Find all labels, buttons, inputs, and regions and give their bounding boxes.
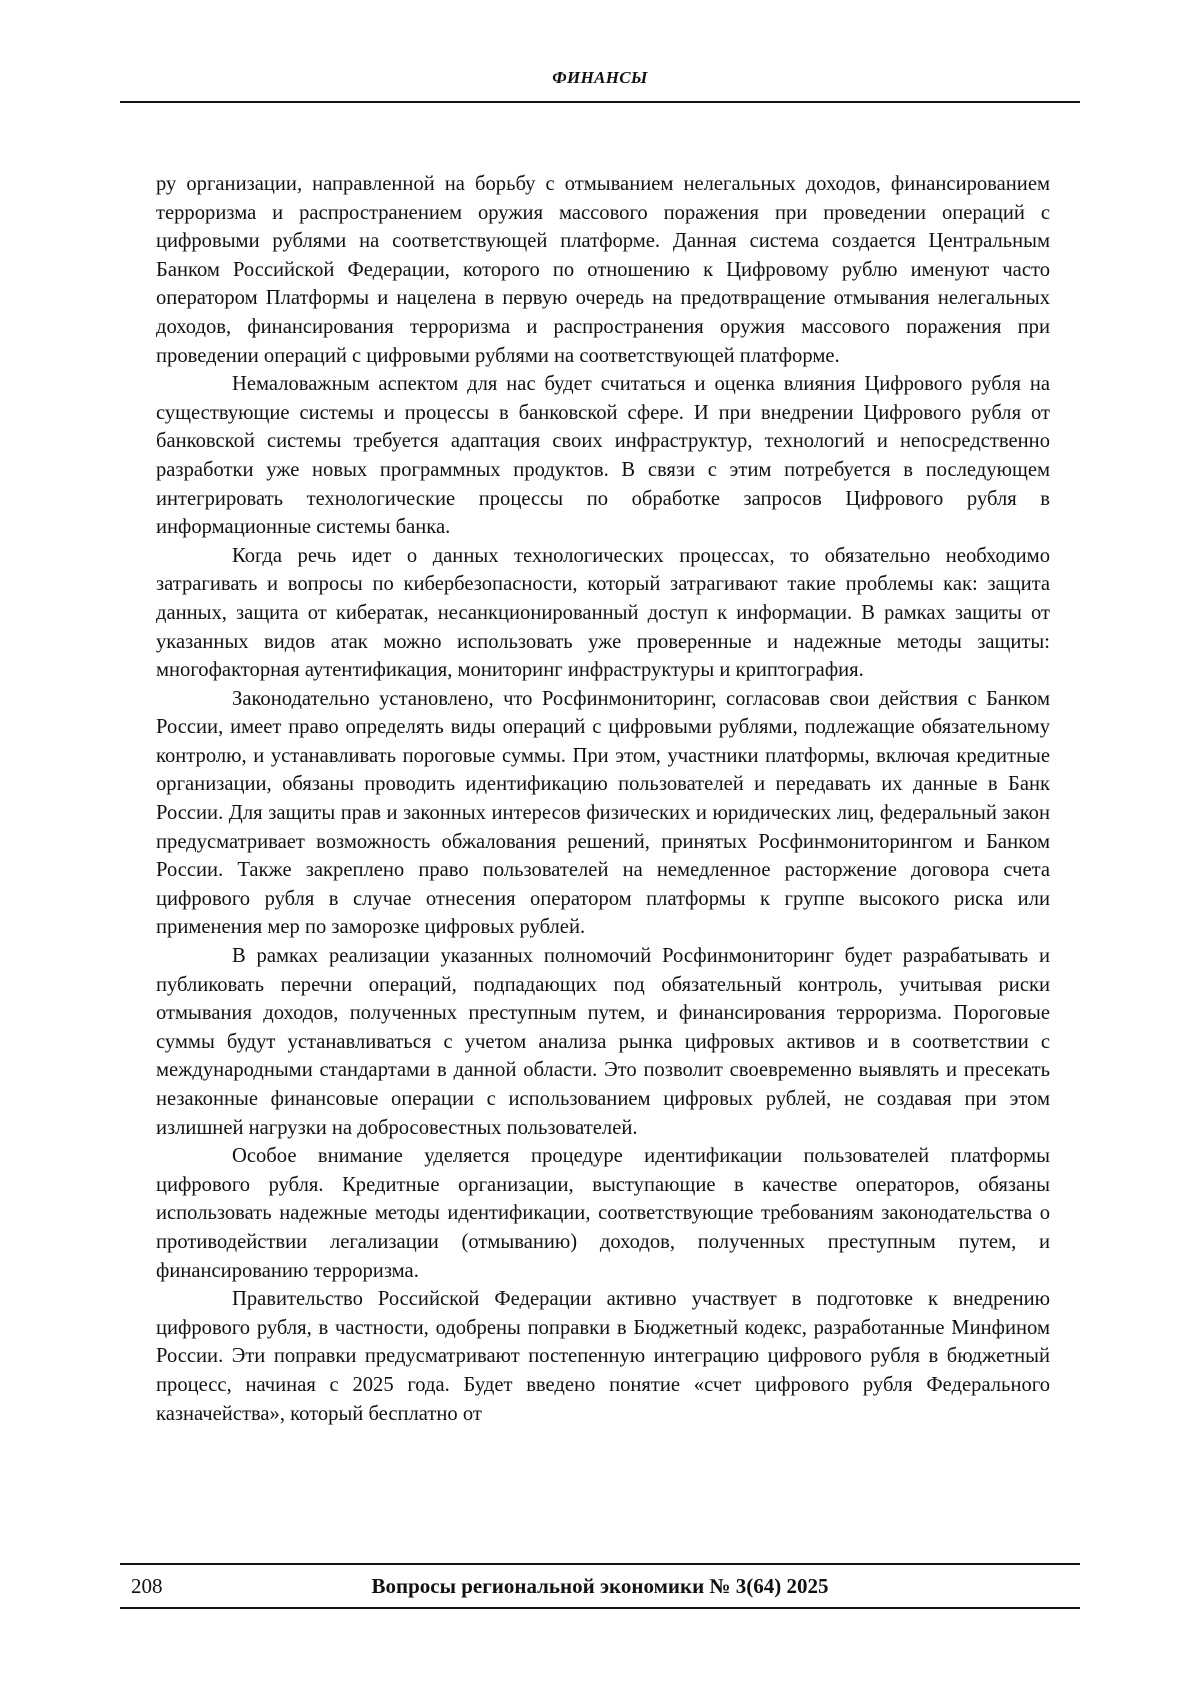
running-header-section-title: ФИНАНСЫ <box>552 68 648 87</box>
paragraph: Особое внимание уделяется процедуре идентификации пользователей платформы цифрового рубля. Кредитные организации, выступающие в качестве операторов, обязаны использовать надежные методы идентификации, соответствующие требованиям законодательства о противодействии легализации (отмыванию) доходов, полученных преступным путем, и финансированию терроризма. <box>156 1145 1050 1282</box>
footer-rule-bottom <box>120 1607 1080 1609</box>
footer-rule-top <box>120 1563 1080 1565</box>
paragraph: Законодательно установлено, что Росфинмониторинг, согласовав свои действия с Банком России, имеет право определять виды операций с цифровыми рублями, подлежащие обязательному контролю, и устанавливать пороговые суммы. При этом, участники платформы, включая кредитные организации, обязаны проводить идентификацию пользователей и передавать их данные в Банк России. Для защиты прав и законных интересов физических и юридических лиц, федеральный закон предусматривает возможность обжалования решений, принятых Росфинмониторингом и Банком России. Также закреплено право пользователей на немедленное расторжение договора счета цифрового рубля в случае отнесения оператором платформы к группе высокого риска или применения мер по заморозке цифровых рублей. <box>156 687 1050 939</box>
paragraph: Правительство Российской Федерации активно участвует в подготовке к внедрению цифрового рубля, в частности, одобрены поправки в Бюджетный кодекс, разработанные Минфином России. Эти поправки предусматривают постепенную интеграцию цифрового рубля в бюджетный процесс, начиная с 2025 года. Будет введено понятие «счет цифрового рубля Федерального казначейства», который бесплатно от <box>156 1288 1050 1425</box>
paragraph: Когда речь идет о данных технологических процессах, то обязательно необходимо затрагивать и вопросы по кибербезопасности, который затрагивают такие проблемы как: защита данных, защита от кибератак, несанкционированный доступ к информации. В рамках защиты от указанных видов атак можно использовать уже проверенные и надежные методы защиты: многофакторная аутентификация, мониторинг инфраструктуры и криптография. <box>156 544 1050 682</box>
page-number: 208 <box>131 1574 163 1598</box>
paragraph: В рамках реализации указанных полномочий Росфинмониторинг будет разрабатывать и публиковать перечни операций, подпадающих под обязательный контроль, учитывая риски отмывания доходов, полученных преступным путем, и финансирования терроризма. Пороговые суммы будут устанавливаться с учетом анализа рынка цифровых активов и в соответствии с международными стандартами в данной области. Это позволит своевременно выявлять и пресекать незаконные финансовые операции с использованием цифровых рублей, не создавая при этом излишней нагрузки на добросовестных пользователей. <box>156 945 1050 1139</box>
header-rule <box>120 101 1080 103</box>
article-body <box>156 170 1050 1428</box>
journal-title: Вопросы региональной экономики № 3(64) 2025 <box>371 1574 829 1598</box>
paragraph-continued: ру организации, направленной на борьбу с отмыванием нелегальных доходов, финансированием терроризма и распространением оружия массового поражения при проведении операций с цифровыми рублями на соответствующей платформе. Данная система создается Центральным Банком Российской Федерации, которого по отношению к Цифровому рублю именуют часто оператором Платформы и нацелена в первую очередь на предотвращение отмывания нелегальных доходов, финансирования терроризма и распространения оружия массового поражения при проведении операций с цифровыми рублями на соответствующей платформе. <box>156 173 1050 367</box>
paragraph: Немаловажным аспектом для нас будет считаться и оценка влияния Цифрового рубля на существующие системы и процессы в банковской сфере. И при внедрении Цифрового рубля от банковской системы требуется адаптация своих инфраструктур, технологий и непосредственно разработки уже новых программных продуктов. В связи с этим потребуется в последующем интегрировать технологические процессы по обработке запросов Цифрового рубля в информационные системы банка. <box>156 373 1050 539</box>
